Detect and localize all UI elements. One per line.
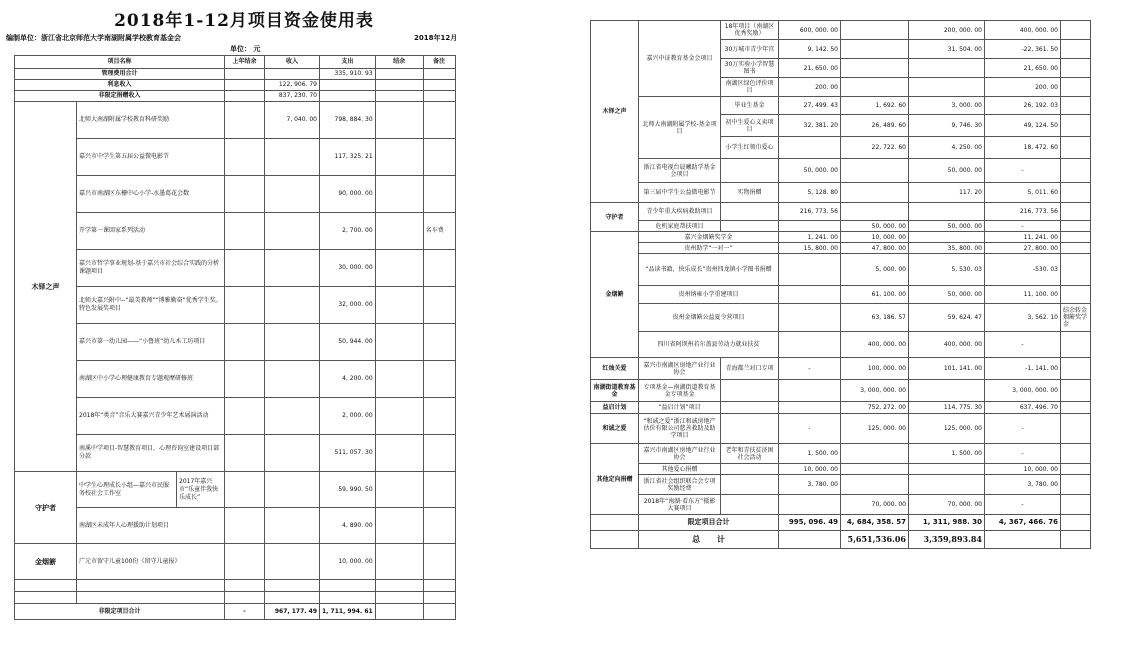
income: 61, 100. 00 (841, 286, 909, 304)
table-row (15, 508, 456, 544)
project-expense: 90, 000. 00 (320, 176, 376, 213)
table-row (591, 444, 1091, 464)
project-income (265, 361, 320, 398)
sub-project: 青海都兰对口专项 (721, 358, 779, 380)
grand-total-row (591, 531, 1091, 549)
income (841, 475, 909, 495)
income (841, 159, 909, 183)
prev-balance (779, 304, 841, 332)
restricted-total-label: 限定项目合计 (639, 515, 779, 531)
balance: - (985, 444, 1061, 464)
expense: 101, 141. 00 (909, 358, 985, 380)
expense: 3, 000. 00 (909, 97, 985, 115)
table-row (15, 435, 456, 472)
expense: 125, 000. 00 (909, 414, 985, 444)
prev-balance: 600, 000. 00 (779, 21, 841, 40)
balance: - (985, 414, 1061, 444)
project-income (265, 435, 320, 472)
restricted-total-row (591, 515, 1091, 531)
project-expense: 59, 990. 50 (320, 472, 376, 508)
income: 22, 722. 60 (841, 137, 909, 159)
sub-project: 30万城市青少年宫 (721, 40, 779, 59)
table-row (15, 250, 456, 287)
expense (909, 232, 985, 243)
income (841, 203, 909, 221)
balance: 18, 472. 60 (985, 137, 1061, 159)
table-row (591, 332, 1091, 358)
balance: 3, 000, 000. 00 (985, 380, 1061, 402)
balance: - (985, 495, 1061, 515)
category-jinyan: 金烟簖 (15, 544, 77, 580)
expense: 5, 530. 03 (909, 254, 985, 286)
note (1061, 232, 1091, 243)
expense: 400, 000. 00 (909, 332, 985, 358)
category-mudu: 木铎之声 (15, 102, 77, 472)
project-expense: 511, 057. 30 (320, 435, 376, 472)
expense: 117. 20 (909, 183, 985, 203)
project-note (423, 139, 455, 176)
project-income (265, 139, 320, 176)
table-row (591, 475, 1091, 495)
table-row (591, 232, 1091, 243)
prev-balance (779, 332, 841, 358)
table-row (591, 221, 1091, 232)
project-name: “品读书籍，快乐成长”贵州四龙镇小学图书捐赠 (639, 254, 779, 286)
prev-balance (779, 402, 841, 414)
project-income (265, 213, 320, 250)
total-income: 967, 177. 49 (265, 604, 320, 620)
expense: 4, 250. 00 (909, 137, 985, 159)
project-name: 专项基金—南湖街道教育基金专项基金 (639, 380, 721, 402)
table-row (591, 304, 1091, 332)
income: 10, 000. 00 (841, 232, 909, 243)
table-row (591, 464, 1091, 475)
summary-income (265, 69, 320, 80)
prev-balance (779, 380, 841, 402)
restricted-total-income: 4, 684, 358. 57 (841, 515, 909, 531)
balance: 400, 000. 00 (985, 21, 1061, 40)
expense (909, 78, 985, 97)
project-expense: 117, 325. 21 (320, 139, 376, 176)
category-yiqi: 益启计划 (591, 402, 639, 414)
project-name: “和诚之爱”浙江和诚房地产估价有限公司慈善救助及助学项目 (639, 414, 721, 444)
project-name: “益启计划”项目 (639, 402, 721, 414)
sub-project: 南湖区绿色评价项目 (721, 78, 779, 97)
project-name: 2018年“类音”音乐大赛嘉兴青少年艺术展演活动 (77, 398, 225, 435)
balance: 26, 192. 03 (985, 97, 1061, 115)
header-income: 收入 (265, 56, 320, 69)
prev-balance: - (779, 358, 841, 380)
project-sub-name: 2017年嘉兴市“乐童伴我快乐成长” (177, 472, 225, 508)
table-row (15, 91, 456, 102)
prev-balance: 10, 000. 00 (779, 464, 841, 475)
project-note (423, 176, 455, 213)
table-row (15, 361, 456, 398)
category-nanhu: 南湖街道教育基金 (591, 380, 639, 402)
income: 400, 000. 00 (841, 332, 909, 358)
project-name: 贵州助学“一对一” (639, 243, 779, 254)
income: 5, 000. 00 (841, 254, 909, 286)
expense: 31, 504. 00 (909, 40, 985, 59)
category-hecheng: 和诚之爱 (591, 414, 639, 444)
project-name: 浙江省社会组织联合会专项奖励经费 (639, 475, 721, 495)
balance: -530. 03 (985, 254, 1061, 286)
table-row (591, 97, 1091, 115)
balance: 21, 650. 00 (985, 59, 1061, 78)
table-row (15, 592, 456, 604)
expense (909, 475, 985, 495)
project-name: 青少年重大疾病救助项目 (639, 203, 721, 221)
report-date: 2018年12月 (414, 34, 458, 42)
total-row (15, 604, 456, 620)
sub-project: 30万实验小学智慧图书 (721, 59, 779, 78)
project-name: 嘉兴市南湖区东栅中心小学-水墨葛花会数 (77, 176, 225, 213)
project-expense: 4, 890. 00 (320, 508, 376, 544)
fund-jiaxing: 嘉兴中证教育基金会项目 (639, 21, 721, 97)
sub-project: 老年和青扶贫济困社会活动 (721, 444, 779, 464)
prev-balance (779, 286, 841, 304)
table-row (15, 472, 456, 508)
income: 752, 272. 00 (841, 402, 909, 414)
summary-income: 837, 230. 70 (265, 91, 320, 102)
table-row (591, 254, 1091, 286)
project-name: 广元市留守儿童100份《留守儿童报》 (77, 544, 225, 580)
expense: 50, 000. 00 (909, 159, 985, 183)
project-name: 嘉兴市南湖区房地产业行业协会 (639, 444, 721, 464)
project-expense: 2, 700. 00 (320, 213, 376, 250)
project-name: 2018年“南湖·看东方”摄影大赛项目 (639, 495, 721, 515)
expense: 9, 746. 30 (909, 115, 985, 137)
prev-balance: 200. 00 (779, 78, 841, 97)
income (841, 21, 909, 40)
header-note: 备注 (423, 56, 455, 69)
project-name: 南湖区未成年人心理援助计划项目 (77, 508, 225, 544)
project-name: 北师大嘉兴附中--“最美教师”“博雅勤奋”优秀学生奖、特色发展奖项目 (77, 287, 225, 324)
income (841, 183, 909, 203)
income (841, 444, 909, 464)
project-name: 危机家庭帮扶项目 (639, 221, 721, 232)
project-name: 北师大南湖附属学校教育科研奖励 (77, 102, 225, 139)
expense (909, 203, 985, 221)
table-row (591, 402, 1091, 414)
balance: - (985, 332, 1061, 358)
project-income: 7, 040. 00 (265, 102, 320, 139)
sub-project: 18年项目（南湖区优秀奖励） (721, 21, 779, 40)
restricted-total-prev: 995, 096. 49 (779, 515, 841, 531)
table-row (591, 21, 1091, 40)
project-expense: 4, 200. 00 (320, 361, 376, 398)
category-hongzhu: 红烛关爱 (591, 358, 639, 380)
project-name: 嘉兴市哲学事业规划-基于嘉兴市社会综合实践的分析课题项目 (77, 250, 225, 287)
table-row (591, 380, 1091, 402)
expense (909, 380, 985, 402)
table-row (15, 324, 456, 361)
summary-label: 利息收入 (15, 80, 225, 91)
project-expense: 798, 884. 30 (320, 102, 376, 139)
project-name: 第三届中学生公益微电影节 (639, 183, 721, 203)
table-row (15, 544, 456, 580)
total-prev: - (225, 604, 265, 620)
prev-balance: 15, 800. 00 (779, 243, 841, 254)
prev-balance: 27, 499. 43 (779, 97, 841, 115)
project-expense: 32, 000. 00 (320, 287, 376, 324)
balance: 11, 241. 00 (985, 232, 1061, 243)
table-row (591, 183, 1091, 203)
balance: 200. 00 (985, 78, 1061, 97)
project-name: 开学第一课回家系列活动 (77, 213, 225, 250)
income: 63, 186. 57 (841, 304, 909, 332)
project-name: 四川省阿坝州若尔盖县劳动力就业扶贫 (639, 332, 779, 358)
project-income (265, 472, 320, 508)
income (841, 78, 909, 97)
table-row (591, 414, 1091, 444)
expense: 200, 000. 00 (909, 21, 985, 40)
grand-total-expense: 3,359,893.84 (909, 531, 985, 549)
expense: 114, 775. 30 (909, 402, 985, 414)
balance: 5, 011. 60 (985, 183, 1061, 203)
balance: 49, 124. 50 (985, 115, 1061, 137)
prev-balance: 3, 780. 00 (779, 475, 841, 495)
project-note (423, 398, 455, 435)
expense: 59, 624. 47 (909, 304, 985, 332)
restricted-total-balance: 4, 367, 466. 76 (985, 515, 1061, 531)
organization-label: 编制单位：浙江省北京师范大学南湖附属学校教育基金会 (6, 34, 181, 42)
table-row (15, 102, 456, 139)
project-income (265, 287, 320, 324)
income: 47, 800. 00 (841, 243, 909, 254)
income: 3, 000, 000. 00 (841, 380, 909, 402)
table-row (591, 286, 1091, 304)
grand-total-label: 总 计 (639, 531, 779, 549)
expense: 70, 000. 00 (909, 495, 985, 515)
table-row (15, 176, 456, 213)
balance: 216, 773. 56 (985, 203, 1061, 221)
header-project-name: 项目名称 (15, 56, 225, 69)
project-income (265, 544, 320, 580)
table-row (15, 69, 456, 80)
expense (909, 59, 985, 78)
income (841, 40, 909, 59)
project-name: 南溪中学项目-智慧教育项目、心理咨询室建设项目部分款 (77, 435, 225, 472)
balance: 637, 496. 70 (985, 402, 1061, 414)
sub-project: 毕业生基金 (721, 97, 779, 115)
prev-balance: 21, 650. 00 (779, 59, 841, 78)
balance: 10, 000. 00 (985, 464, 1061, 475)
prev-balance (779, 254, 841, 286)
project-note (423, 324, 455, 361)
prev-balance: - (779, 414, 841, 444)
restricted-total-expense: 1, 311, 988. 30 (909, 515, 985, 531)
note (1061, 254, 1091, 286)
table-row (591, 495, 1091, 515)
table-row (591, 243, 1091, 254)
project-name: 其他爱心捐赠 (639, 464, 721, 475)
summary-label: 管理费用合计 (15, 69, 225, 80)
project-expense: 10, 000. 00 (320, 544, 376, 580)
prev-balance: 1, 241. 00 (779, 232, 841, 243)
project-note (423, 250, 455, 287)
sub-project: 初中生爱心义卖项目 (721, 115, 779, 137)
balance: -22, 361. 50 (985, 40, 1061, 59)
prev-balance: 1, 500. 00 (779, 444, 841, 464)
header-expense: 支出 (320, 56, 376, 69)
prev-balance: 32, 381. 20 (779, 115, 841, 137)
right-page (582, 0, 1130, 672)
category-shouhu: 守护者 (591, 203, 639, 232)
right-fund-table (590, 20, 1091, 549)
balance: 3, 780. 00 (985, 475, 1061, 495)
summary-income: 122, 906. 79 (265, 80, 320, 91)
category-shouhu: 守护者 (15, 472, 77, 544)
project-name: 贵州纳雍小学重建项目 (639, 286, 779, 304)
summary-label: 非限定捐赠收入 (15, 91, 225, 102)
income: 100, 000. 00 (841, 358, 909, 380)
expense (909, 464, 985, 475)
expense: 35, 800. 00 (909, 243, 985, 254)
project-note (423, 361, 455, 398)
category-jinyan: 金烟簖 (591, 232, 639, 358)
unit-label: 单位： 元 (230, 45, 261, 53)
header-balance: 结余 (375, 56, 423, 69)
expense: 50, 000. 00 (909, 286, 985, 304)
project-income (265, 250, 320, 287)
project-income (265, 324, 320, 361)
left-page (0, 0, 488, 672)
balance: 27, 800. 00 (985, 243, 1061, 254)
table-row (15, 398, 456, 435)
table-row (591, 358, 1091, 380)
project-name: 嘉兴市中学生第五届公益微电影节 (77, 139, 225, 176)
project-name: 中学生心理成长小组—嘉兴市民服务校社会工作室 (77, 472, 177, 508)
prev-balance: 5, 128. 80 (779, 183, 841, 203)
prev-balance: 216, 773. 56 (779, 203, 841, 221)
income: 26, 489. 60 (841, 115, 909, 137)
grand-total-income: 5,651,536.06 (841, 531, 909, 549)
income: 1, 692. 60 (841, 97, 909, 115)
project-name: 嘉兴金烟簖奖学金 (639, 232, 779, 243)
project-expense: 30, 000. 00 (320, 250, 376, 287)
expense: 1, 500. 00 (909, 444, 985, 464)
note: 结余转金烟簖奖学金 (1061, 304, 1091, 332)
table-row (15, 213, 456, 250)
total-label: 非限定项目合计 (15, 604, 225, 620)
project-name: 嘉兴市第一幼儿园——“小鲁班”幼儿木工坊项目 (77, 324, 225, 361)
table-row (15, 287, 456, 324)
project-name: 南湖区中小学心理健康教育专题观摩研修班 (77, 361, 225, 398)
project-note (423, 435, 455, 472)
report-title: 2018年1-12月项目资金使用表 (114, 11, 374, 31)
expense: 50, 000. 00 (909, 221, 985, 232)
project-note (423, 287, 455, 324)
project-note (423, 102, 455, 139)
project-income (265, 398, 320, 435)
sub-project: 小学生红领巾爱心 (721, 137, 779, 159)
sub-project: 实物捐赠 (721, 183, 779, 203)
table-row (15, 80, 456, 91)
income (841, 464, 909, 475)
summary-expense (320, 91, 376, 102)
summary-expense (320, 80, 376, 91)
project-expense: 50, 944. 00 (320, 324, 376, 361)
prev-balance: 50, 000. 00 (779, 159, 841, 183)
balance: 3, 562. 10 (985, 304, 1061, 332)
table-row (15, 580, 456, 592)
project-income (265, 176, 320, 213)
category-other: 其他定向捐赠 (591, 444, 639, 515)
header-prev-balance: 上年结余 (225, 56, 265, 69)
summary-expense: 335, 910. 93 (320, 69, 376, 80)
project-note: 名车费 (423, 213, 455, 250)
category-mudu: 木铎之声 (591, 21, 639, 203)
table-row (591, 159, 1091, 183)
note (1061, 243, 1091, 254)
table-row (15, 139, 456, 176)
table-row (591, 203, 1091, 221)
note (1061, 286, 1091, 304)
sub-project (721, 159, 779, 183)
total-expense: 1, 711, 994. 61 (320, 604, 376, 620)
note (1061, 332, 1091, 358)
prev-balance (779, 137, 841, 159)
project-expense: 2, 000. 00 (320, 398, 376, 435)
balance: - (985, 159, 1061, 183)
income: 70, 000. 00 (841, 495, 909, 515)
balance: 11, 100. 00 (985, 286, 1061, 304)
income: 125, 000. 00 (841, 414, 909, 444)
fund-bsd: 北师大南湖附属学校-基金项目 (639, 97, 721, 159)
prev-balance (779, 495, 841, 515)
project-name: 浙江省电视台晨曦助学基金会项目 (639, 159, 721, 183)
left-fund-table (14, 55, 456, 620)
balance: -1, 141. 00 (985, 358, 1061, 380)
table-header-row (15, 56, 456, 69)
project-income (265, 508, 320, 544)
prev-balance: 9, 142. 50 (779, 40, 841, 59)
income: 50, 000. 00 (841, 221, 909, 232)
income (841, 59, 909, 78)
balance: - (985, 221, 1061, 232)
prev-balance (779, 221, 841, 232)
project-name: 嘉兴市南湖区房地产业行业协会 (639, 358, 721, 380)
project-name: 贵州金烟簖公益夏令营项目 (639, 304, 779, 332)
